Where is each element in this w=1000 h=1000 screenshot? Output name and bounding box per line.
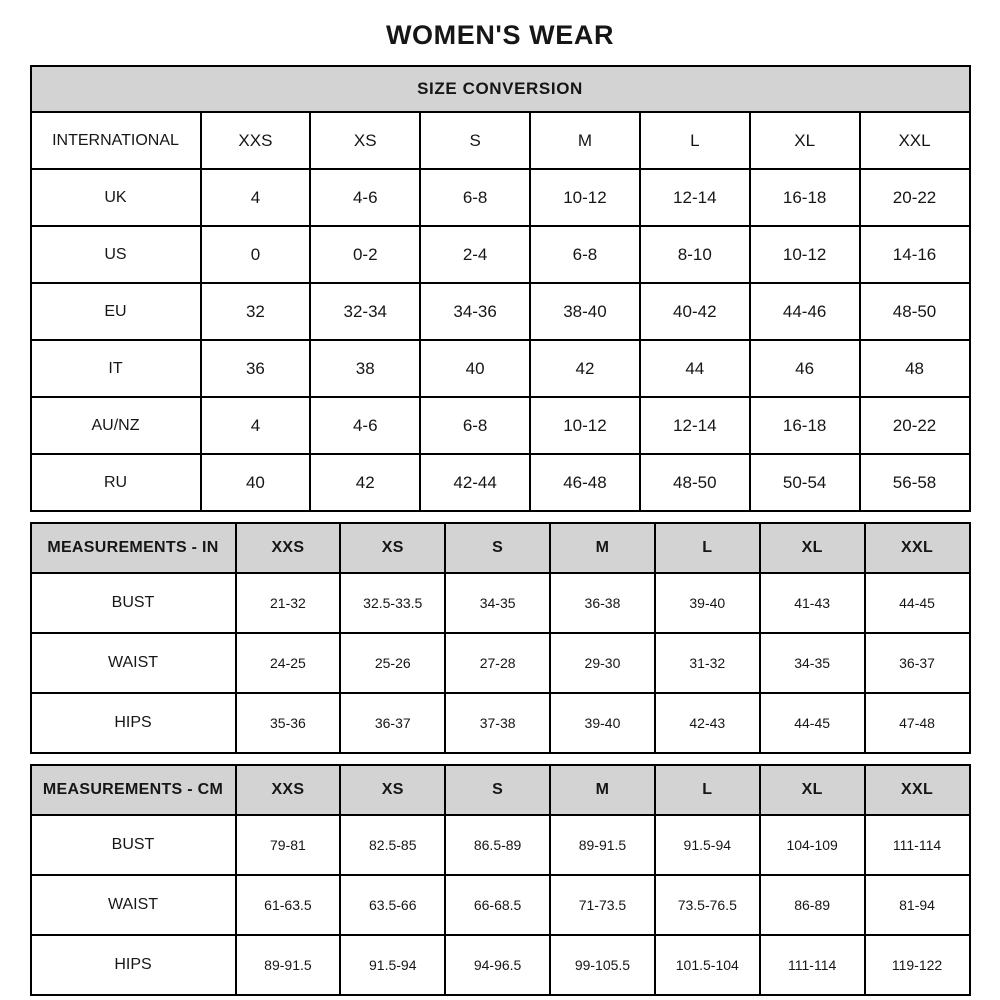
cell: 4	[201, 169, 311, 226]
row-label: UK	[31, 169, 201, 226]
cell: 86.5-89	[445, 815, 550, 875]
cell: 48-50	[860, 283, 970, 340]
row-label: WAIST	[31, 633, 236, 693]
cell: 10-12	[750, 226, 860, 283]
cell: 21-32	[236, 573, 341, 633]
cell: 111-114	[760, 935, 865, 995]
cell: 32.5-33.5	[340, 573, 445, 633]
cell: 94-96.5	[445, 935, 550, 995]
cell: 34-36	[420, 283, 530, 340]
cell: 4	[201, 397, 311, 454]
cell: 31-32	[655, 633, 760, 693]
size-header: XXL	[865, 765, 970, 815]
cell: 36-37	[865, 633, 970, 693]
cell: 79-81	[236, 815, 341, 875]
cell: L	[640, 112, 750, 169]
cell: 86-89	[760, 875, 865, 935]
cell: 36-38	[550, 573, 655, 633]
size-header: S	[445, 523, 550, 573]
row-hips-in	[31, 693, 970, 753]
cell: 34-35	[445, 573, 550, 633]
cell: 0	[201, 226, 311, 283]
cell: 41-43	[760, 573, 865, 633]
cell: 104-109	[760, 815, 865, 875]
cell: 20-22	[860, 169, 970, 226]
cell: 48-50	[640, 454, 750, 511]
cell: 44-45	[760, 693, 865, 753]
row-bust-in	[31, 573, 970, 633]
cell: 50-54	[750, 454, 860, 511]
cell: 39-40	[655, 573, 760, 633]
size-conversion-title: SIZE CONVERSION	[31, 66, 970, 112]
measurements-in-table	[30, 522, 971, 754]
cell: 91.5-94	[655, 815, 760, 875]
row-label: EU	[31, 283, 201, 340]
cell: 44	[640, 340, 750, 397]
cell: 2-4	[420, 226, 530, 283]
cell: 35-36	[236, 693, 341, 753]
cell: 119-122	[865, 935, 970, 995]
row-ru	[31, 454, 970, 511]
measurements-in-title: MEASUREMENTS - IN	[31, 523, 236, 573]
row-waist-cm	[31, 875, 970, 935]
size-header: L	[655, 765, 760, 815]
cell: 36	[201, 340, 311, 397]
cell: 61-63.5	[236, 875, 341, 935]
size-header: M	[550, 765, 655, 815]
cell: 12-14	[640, 169, 750, 226]
cell: 16-18	[750, 397, 860, 454]
cell: 101.5-104	[655, 935, 760, 995]
cell: 8-10	[640, 226, 750, 283]
row-international	[31, 112, 970, 169]
row-label: IT	[31, 340, 201, 397]
cell: 37-38	[445, 693, 550, 753]
row-us	[31, 226, 970, 283]
cell: 63.5-66	[340, 875, 445, 935]
cell: 89-91.5	[550, 815, 655, 875]
cell: 24-25	[236, 633, 341, 693]
cell: 44-46	[750, 283, 860, 340]
cell: 25-26	[340, 633, 445, 693]
cell: 111-114	[865, 815, 970, 875]
cell: 46-48	[530, 454, 640, 511]
cell: 6-8	[420, 397, 530, 454]
cell: M	[530, 112, 640, 169]
cell: 46	[750, 340, 860, 397]
cell: 40	[201, 454, 311, 511]
cell: 10-12	[530, 397, 640, 454]
measurements-in-header-row	[31, 523, 970, 573]
cell: 40-42	[640, 283, 750, 340]
cell: XXS	[201, 112, 311, 169]
cell: 44-45	[865, 573, 970, 633]
size-header: L	[655, 523, 760, 573]
size-header: XXS	[236, 765, 341, 815]
cell: 48	[860, 340, 970, 397]
cell: XS	[310, 112, 420, 169]
cell: 39-40	[550, 693, 655, 753]
cell: 82.5-85	[340, 815, 445, 875]
cell: 91.5-94	[340, 935, 445, 995]
row-label: INTERNATIONAL	[31, 112, 201, 169]
cell: 12-14	[640, 397, 750, 454]
measurements-cm-header-row	[31, 765, 970, 815]
cell: XXL	[860, 112, 970, 169]
cell: 32-34	[310, 283, 420, 340]
size-header: XL	[760, 765, 865, 815]
cell: 6-8	[420, 169, 530, 226]
row-uk	[31, 169, 970, 226]
measurements-cm-title: MEASUREMENTS - CM	[31, 765, 236, 815]
cell: 81-94	[865, 875, 970, 935]
size-header: S	[445, 765, 550, 815]
row-it	[31, 340, 970, 397]
cell: 38	[310, 340, 420, 397]
row-waist-in	[31, 633, 970, 693]
cell: 34-35	[760, 633, 865, 693]
size-header: XS	[340, 523, 445, 573]
row-hips-cm	[31, 935, 970, 995]
cell: 6-8	[530, 226, 640, 283]
size-header: XXS	[236, 523, 341, 573]
cell: 42-43	[655, 693, 760, 753]
row-aunz	[31, 397, 970, 454]
tables-container	[30, 65, 971, 996]
size-header: XL	[760, 523, 865, 573]
cell: 47-48	[865, 693, 970, 753]
cell: 71-73.5	[550, 875, 655, 935]
row-label: HIPS	[31, 693, 236, 753]
cell: 40	[420, 340, 530, 397]
cell: 73.5-76.5	[655, 875, 760, 935]
cell: 42	[530, 340, 640, 397]
cell: 16-18	[750, 169, 860, 226]
row-label: US	[31, 226, 201, 283]
cell: 4-6	[310, 397, 420, 454]
cell: 56-58	[860, 454, 970, 511]
measurements-cm-table	[30, 764, 971, 996]
cell: 4-6	[310, 169, 420, 226]
cell: 42	[310, 454, 420, 511]
row-eu	[31, 283, 970, 340]
cell: 42-44	[420, 454, 530, 511]
size-header: XXL	[865, 523, 970, 573]
row-bust-cm	[31, 815, 970, 875]
row-label: RU	[31, 454, 201, 511]
row-label: BUST	[31, 815, 236, 875]
cell: 27-28	[445, 633, 550, 693]
cell: 36-37	[340, 693, 445, 753]
row-label: BUST	[31, 573, 236, 633]
cell: XL	[750, 112, 860, 169]
cell: S	[420, 112, 530, 169]
cell: 32	[201, 283, 311, 340]
cell: 66-68.5	[445, 875, 550, 935]
size-conversion-banner-row	[31, 66, 970, 112]
cell: 29-30	[550, 633, 655, 693]
size-header: M	[550, 523, 655, 573]
cell: 14-16	[860, 226, 970, 283]
cell: 0-2	[310, 226, 420, 283]
cell: 20-22	[860, 397, 970, 454]
row-label: AU/NZ	[31, 397, 201, 454]
size-header: XS	[340, 765, 445, 815]
cell: 10-12	[530, 169, 640, 226]
cell: 99-105.5	[550, 935, 655, 995]
row-label: HIPS	[31, 935, 236, 995]
size-conversion-table	[30, 65, 971, 512]
row-label: WAIST	[31, 875, 236, 935]
cell: 38-40	[530, 283, 640, 340]
page-title: WOMEN'S WEAR	[385, 20, 615, 50]
cell: 89-91.5	[236, 935, 341, 995]
